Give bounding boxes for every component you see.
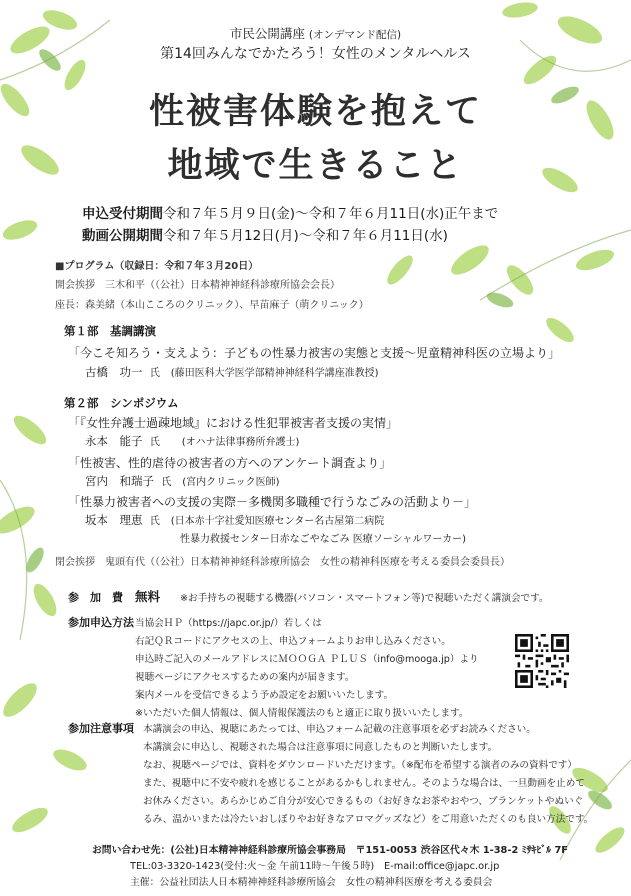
video-period-label: 動画公開期間: [82, 228, 163, 244]
closing-remarks: 閉会挨拶 鬼頭有代（（公社）日本精神神経科診療所協会 女性の精神科医療を考える委員会委員長）: [55, 557, 510, 568]
program-heading: ■プログラム（収録日：令和７年３月20日）: [55, 261, 259, 272]
speaker-honorific: 氏: [149, 368, 160, 379]
organizer: 主催：公益社団法人日本精神神経科診療所協会 女性の精神科医療を考える委員会: [130, 877, 493, 888]
speaker-affiliation: (藤田医科大学医学部精神神経科学講座准教授): [170, 368, 379, 379]
qr-code[interactable]: [515, 634, 569, 688]
speaker-name: 宮内 和瑞子: [85, 474, 154, 488]
chairs: 座長：森美緒（本山こころのクリニック）、早苗麻子（萌クリニック）: [55, 300, 369, 311]
part2-talk2-title: 「性被害、性的虐待の被害者の方へのアンケート調査より」: [68, 456, 392, 470]
speaker-name: 永本 能子: [85, 434, 143, 448]
apply-line: 申込時ご記入のメールアドレスにＭＯＯＧＡ ＰＬＵＳ（info@mooga.jp）より: [135, 654, 479, 665]
speaker-affiliation: (日本赤十字社愛知医療センター名古屋第二病院: [170, 516, 385, 527]
subtitle: 第14回みんなでかたろう！女性のメンタルヘルス: [160, 46, 471, 62]
part2-talk3-affiliation-cont: 性暴力救援センター日赤なごやなごみ 医療ソーシャルワーカー): [180, 534, 467, 545]
speaker-affiliation: (宮内クリニック医師): [182, 477, 280, 488]
fee-value: 無料: [135, 589, 161, 604]
apply-label: 参加申込方法: [68, 616, 134, 629]
apply-line: 当協会ＨＰ（https://japc.or.jp/）若しくは: [135, 618, 322, 629]
fee-label: 参 加 費: [68, 591, 123, 604]
main-title-line2: 地域で生きること: [167, 146, 464, 186]
speaker-affiliation: (オハナ法律事務所弁護士): [181, 437, 300, 448]
part1-heading: 第１部 基調講演: [64, 324, 156, 338]
series-name: 市民公開講座: [229, 26, 305, 41]
part2-talk2-speaker: [85, 473, 279, 489]
application-period-value: 令和７年５月９日(金)～令和７年６月11日(水)正午まで: [163, 206, 499, 222]
part2-talk3-speaker: [85, 512, 384, 528]
speaker-name: 坂本 理恵: [85, 513, 143, 527]
notes-line: お休みください。あらかじめご自分が安心できるもの（お好きなお茶やおやつ、ブランケットやぬいぐ: [143, 796, 584, 807]
part2-talk1-title: 「『女性弁護士過疎地域』における性犯罪被害者支援の実情」: [68, 416, 399, 430]
contact-tel-email: TEL:03-3320-1423(受付:火～金 午前11時～午後５時) E-mail:office@japc.or.jp: [130, 861, 500, 872]
speaker-honorific: 氏: [149, 437, 160, 448]
speaker-honorific: 氏: [149, 516, 160, 527]
apply-line: 視聴ページにアクセスするための案内が届きます。: [135, 672, 355, 683]
speaker-name: 古橋 功一: [85, 365, 143, 379]
part1-talk-title: 「今こそ知ろう・支えよう：子どもの性暴力被害の実態と支援～児童精神科医の立場より」: [68, 346, 561, 360]
video-period-value: 令和７年５月12日(月)～令和７年６月11日(水): [163, 228, 448, 244]
contact: お問い合わせ先：(公社)日本精神神経科診療所協会事務局 〒151-0053 渋谷区代々木 1-38-2 ﾐｻｷﾋﾞﾙ 7F: [92, 845, 568, 856]
notes-line: るみ、温かいまたは冷たいおしぼりやお好きなアロマグッズなど）をご用意いただくのも良い方法です。: [143, 814, 594, 825]
apply-line: ※いただいた個人情報は、個人情報保護法のもと適正に取り扱いいたします。: [135, 708, 469, 719]
notes-line: 本講演会に申込し、視聴された場合は注意事項に同意したものと判断いたします。: [143, 742, 498, 753]
notes-label: 参加注意事項: [68, 722, 134, 735]
part2-talk3-title: 「性暴力被害者への支援の実際－多機関多職種で行うなごみの活動より－」: [68, 495, 477, 509]
part2-heading: 第２部 シンポジウム: [64, 396, 179, 410]
notes-line: なお、視聴ページでは、資料をダウンロードいただけます。（※配布を希望する演者のみの資料です）: [143, 760, 577, 771]
fee-note: ※お手持ちの視聴する機器(パソコン・スマートフォン等)で視聴いただく講演会です。: [180, 593, 549, 604]
application-period-label: 申込受付期間: [82, 206, 163, 222]
opening-remarks: 開会挨拶 三木和平（（公社）日本精神神経科診療所協会会長）: [55, 280, 340, 291]
series-title: [0, 24, 631, 42]
notes-line: また、視聴中に不安や疲れを感じることがあるかもしれません。そのような場合は、一旦動画を止めて: [143, 778, 585, 789]
apply-line: 案内メールを受信できるよう予め設定をお願いいたします。: [135, 690, 394, 701]
part2-talk1-speaker: [85, 433, 299, 449]
series-note: (オンデマンド配信): [308, 29, 402, 41]
apply-line: 右記ＱＲコードにアクセスの上、申込フォームよりお申し込みください。: [135, 636, 451, 647]
main-title-line1: 性被害体験を抱えて: [148, 92, 482, 132]
notes-line: 本講演会の申込、視聴にあたっては、申込フォーム記載の注意事項を必ずお読みください。: [143, 724, 536, 735]
part1-speaker: [85, 364, 379, 380]
speaker-honorific: 氏: [161, 477, 172, 488]
